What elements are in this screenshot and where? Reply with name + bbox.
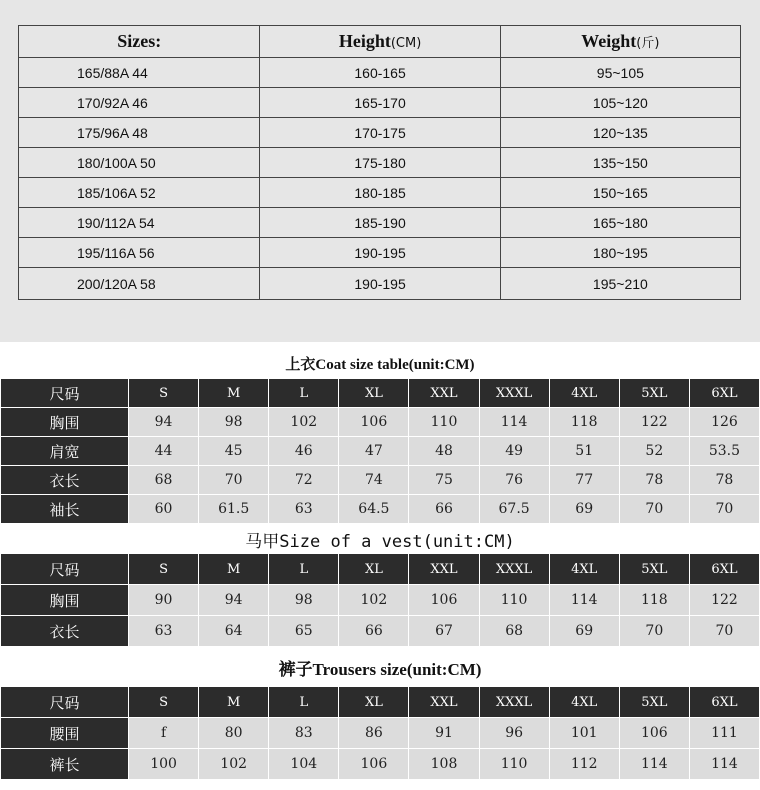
- size-value-cell: 63: [129, 616, 199, 647]
- size-chart-row: [19, 118, 741, 148]
- size-value-cell: 112: [549, 749, 619, 780]
- size-value-cell: XXL: [409, 554, 479, 585]
- row-label-cell: 尺码: [1, 687, 129, 718]
- weight-value: 150~165: [500, 178, 740, 208]
- size-value-cell: 5XL: [619, 687, 689, 718]
- size-value-cell: L: [269, 379, 339, 408]
- coat-size-table: [0, 378, 760, 524]
- size-value-cell: 126: [689, 408, 759, 437]
- size-value-cell: 118: [619, 585, 689, 616]
- size-value-cell: 106: [339, 408, 409, 437]
- size-chart-row: [19, 58, 741, 88]
- size-value-cell: 46: [269, 437, 339, 466]
- size-value: 180/100A 50: [19, 148, 260, 178]
- table-header-row: [1, 687, 760, 718]
- height-value: 185-190: [260, 208, 500, 238]
- coat-table-title: 上衣Coat size table(unit:CM): [285, 357, 475, 373]
- size-value-cell: 63: [269, 495, 339, 524]
- size-value: 170/92A 46: [19, 88, 260, 118]
- height-value: 160-165: [260, 58, 500, 88]
- size-value-cell: f: [129, 718, 199, 749]
- size-value: 165/88A 44: [19, 58, 260, 88]
- size-value-cell: 78: [619, 466, 689, 495]
- size-value-cell: 6XL: [689, 687, 759, 718]
- size-value-cell: XL: [339, 554, 409, 585]
- size-value-cell: XL: [339, 379, 409, 408]
- size-column-header: [19, 26, 260, 58]
- table-row: [1, 437, 760, 466]
- weight-value: 195~210: [500, 268, 740, 300]
- table-row: [1, 616, 760, 647]
- size-value-cell: S: [129, 687, 199, 718]
- weight-value: 165~180: [500, 208, 740, 238]
- size-chart-table: [18, 25, 741, 300]
- size-value-cell: 70: [619, 616, 689, 647]
- size-chart-row: [19, 88, 741, 118]
- height-value: 170-175: [260, 118, 500, 148]
- size-value: 175/96A 48: [19, 118, 260, 148]
- size-chart-row: [19, 208, 741, 238]
- size-chart-row: [19, 148, 741, 178]
- size-value-cell: 60: [129, 495, 199, 524]
- size-value-cell: 64.5: [339, 495, 409, 524]
- height-header-label: Height: [338, 31, 391, 51]
- row-label-cell: 衣长: [1, 616, 129, 647]
- size-value-cell: 4XL: [549, 554, 619, 585]
- size-value-cell: XXXL: [479, 554, 549, 585]
- size-chart-panel: [0, 0, 760, 342]
- size-value-cell: 98: [199, 408, 269, 437]
- size-value-cell: 94: [129, 408, 199, 437]
- size-value-cell: 102: [269, 408, 339, 437]
- weight-column-header: [500, 26, 740, 58]
- size-value-cell: 72: [269, 466, 339, 495]
- size-value-cell: 106: [409, 585, 479, 616]
- height-column-header: [260, 26, 500, 58]
- size-value-cell: 65: [269, 616, 339, 647]
- size-value-cell: 110: [409, 408, 479, 437]
- weight-value: 105~120: [500, 88, 740, 118]
- size-value-cell: 53.5: [689, 437, 759, 466]
- height-value: 180-185: [260, 178, 500, 208]
- trousers-size-table: [0, 686, 760, 780]
- size-value-cell: M: [199, 379, 269, 408]
- size-value-cell: 61.5: [199, 495, 269, 524]
- size-value-cell: 100: [129, 749, 199, 780]
- size-value-cell: L: [269, 554, 339, 585]
- size-value-cell: 52: [619, 437, 689, 466]
- size-header-label: Sizes:: [117, 31, 162, 51]
- size-value-cell: 74: [339, 466, 409, 495]
- height-value: 175-180: [260, 148, 500, 178]
- size-value-cell: 4XL: [549, 687, 619, 718]
- size-value-cell: 48: [409, 437, 479, 466]
- size-value-cell: 96: [479, 718, 549, 749]
- size-value-cell: 102: [199, 749, 269, 780]
- size-value-cell: 110: [479, 749, 549, 780]
- trousers-table-title: 裤子Trousers size(unit:CM): [278, 660, 482, 679]
- vest-size-table: [0, 553, 760, 647]
- weight-value: 180~195: [500, 238, 740, 268]
- size-value-cell: 122: [689, 585, 759, 616]
- row-label-cell: 袖长: [1, 495, 129, 524]
- table-row: [1, 408, 760, 437]
- weight-header-label: Weight: [581, 31, 637, 51]
- size-value-cell: 114: [689, 749, 759, 780]
- size-value-cell: 68: [129, 466, 199, 495]
- size-value-cell: 67: [409, 616, 479, 647]
- size-value-cell: XXXL: [479, 687, 549, 718]
- size-value-cell: S: [129, 554, 199, 585]
- table-row: [1, 749, 760, 780]
- size-value-cell: 98: [269, 585, 339, 616]
- size-value-cell: 94: [199, 585, 269, 616]
- size-value-cell: 64: [199, 616, 269, 647]
- size-value-cell: 67.5: [479, 495, 549, 524]
- size-value-cell: 90: [129, 585, 199, 616]
- size-value-cell: 70: [619, 495, 689, 524]
- size-value-cell: 66: [339, 616, 409, 647]
- size-value-cell: 66: [409, 495, 479, 524]
- table-row: [1, 718, 760, 749]
- row-label-cell: 肩宽: [1, 437, 129, 466]
- row-label-cell: 腰围: [1, 718, 129, 749]
- height-unit-label: (CM): [390, 36, 422, 51]
- size-value-cell: 86: [339, 718, 409, 749]
- size-value-cell: XXXL: [479, 379, 549, 408]
- size-value-cell: 80: [199, 718, 269, 749]
- weight-unit-label: (斤): [636, 36, 660, 51]
- size-value-cell: XXL: [409, 687, 479, 718]
- size-value-cell: 70: [689, 616, 759, 647]
- table-header-row: [1, 554, 760, 585]
- size-chart-row: [19, 178, 741, 208]
- size-value-cell: 114: [619, 749, 689, 780]
- table-row: [1, 495, 760, 524]
- size-chart-row: [19, 268, 741, 300]
- size-value: 200/120A 58: [19, 268, 260, 300]
- size-value-cell: 110: [479, 585, 549, 616]
- size-value-cell: M: [199, 554, 269, 585]
- size-value-cell: 122: [619, 408, 689, 437]
- size-value-cell: 6XL: [689, 554, 759, 585]
- size-value-cell: 70: [689, 495, 759, 524]
- weight-value: 120~135: [500, 118, 740, 148]
- size-value: 190/112A 54: [19, 208, 260, 238]
- size-value-cell: 77: [549, 466, 619, 495]
- size-value-cell: 108: [409, 749, 479, 780]
- height-value: 165-170: [260, 88, 500, 118]
- size-value-cell: 76: [479, 466, 549, 495]
- size-chart-header-row: [19, 26, 741, 58]
- size-value-cell: 114: [549, 585, 619, 616]
- size-value-cell: 78: [689, 466, 759, 495]
- size-value-cell: 47: [339, 437, 409, 466]
- table-row: [1, 585, 760, 616]
- size-value-cell: 104: [269, 749, 339, 780]
- size-chart-row: [19, 238, 741, 268]
- size-value-cell: 114: [479, 408, 549, 437]
- size-value-cell: 6XL: [689, 379, 759, 408]
- row-label-cell: 胸围: [1, 585, 129, 616]
- size-value-cell: 106: [339, 749, 409, 780]
- vest-table-title: 马甲Size of a vest(unit:CM): [245, 532, 515, 552]
- size-value-cell: L: [269, 687, 339, 718]
- size-value-cell: 102: [339, 585, 409, 616]
- size-value-cell: 91: [409, 718, 479, 749]
- row-label-cell: 胸围: [1, 408, 129, 437]
- size-value-cell: 75: [409, 466, 479, 495]
- size-value-cell: 4XL: [549, 379, 619, 408]
- row-label-cell: 衣长: [1, 466, 129, 495]
- size-value-cell: 5XL: [619, 554, 689, 585]
- size-value-cell: 45: [199, 437, 269, 466]
- size-value-cell: 70: [199, 466, 269, 495]
- size-value-cell: 118: [549, 408, 619, 437]
- row-label-cell: 裤长: [1, 749, 129, 780]
- height-value: 190-195: [260, 238, 500, 268]
- weight-value: 95~105: [500, 58, 740, 88]
- size-value-cell: 44: [129, 437, 199, 466]
- size-value-cell: XXL: [409, 379, 479, 408]
- row-label-cell: 尺码: [1, 379, 129, 408]
- size-value-cell: M: [199, 687, 269, 718]
- size-value: 185/106A 52: [19, 178, 260, 208]
- row-label-cell: 尺码: [1, 554, 129, 585]
- size-value-cell: 69: [549, 495, 619, 524]
- table-row: [1, 466, 760, 495]
- table-header-row: [1, 379, 760, 408]
- size-value-cell: 5XL: [619, 379, 689, 408]
- size-value: 195/116A 56: [19, 238, 260, 268]
- size-value-cell: 111: [689, 718, 759, 749]
- size-value-cell: 83: [269, 718, 339, 749]
- size-value-cell: 68: [479, 616, 549, 647]
- size-value-cell: 49: [479, 437, 549, 466]
- size-value-cell: 106: [619, 718, 689, 749]
- size-value-cell: 51: [549, 437, 619, 466]
- size-value-cell: 69: [549, 616, 619, 647]
- size-chart-body: [19, 58, 741, 300]
- size-value-cell: 101: [549, 718, 619, 749]
- size-value-cell: XL: [339, 687, 409, 718]
- weight-value: 135~150: [500, 148, 740, 178]
- height-value: 190-195: [260, 268, 500, 300]
- size-value-cell: S: [129, 379, 199, 408]
